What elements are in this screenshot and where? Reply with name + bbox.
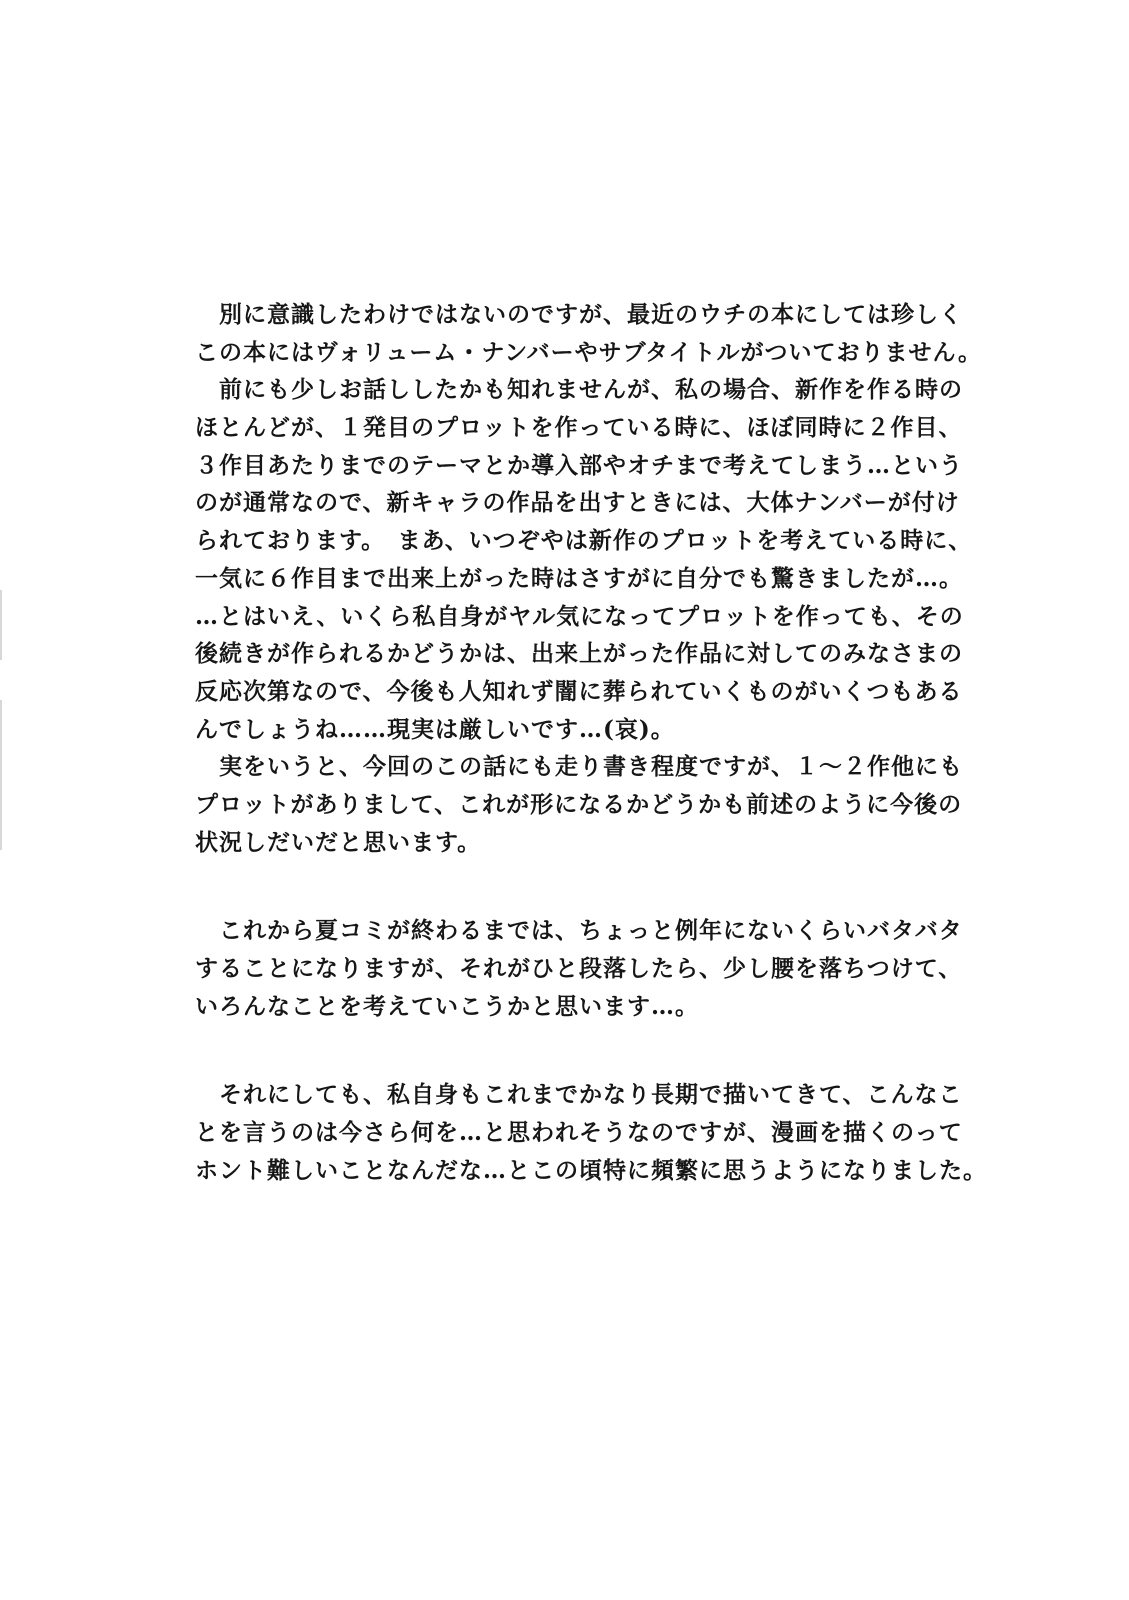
text-line: それにしても、私自身もこれまでかなり長期で描いてきて、こんなこ — [195, 1081, 963, 1109]
text-line: のが通常なので、新キャラの作品を出すときには、大体ナンバーが付け — [195, 489, 960, 517]
text-line: んでしょうね……現実は厳しいです…(哀)。 — [195, 715, 675, 743]
text-line: …とはいえ、いくら私自身がヤル気になってプロットを作っても、その — [195, 602, 964, 630]
text-line: 後続きが作られるかどうかは、出来上がった作品に対してのみなさまの — [195, 640, 963, 668]
text-line: 状況しだいだと思います。 — [195, 828, 482, 856]
scan-edge-mark — [0, 590, 2, 660]
text-line: 反応次第なので、今後も人知れず闇に葬られていくものがいくつもある — [195, 677, 963, 705]
text-line: 一気に６作目まで出来上がった時はさすがに自分でも驚きましたが…。 — [195, 564, 963, 592]
text-line: プロットがありまして、これが形になるかどうかも前述のように今後の — [195, 790, 963, 818]
text-line: これから夏コミが終わるまでは、ちょっと例年にないくらいバタバタ — [195, 917, 963, 945]
scan-edge-mark — [0, 700, 2, 850]
text-line: とを言うのは今さら何を…と思われそうなのですが、漫画を描くのって — [195, 1119, 963, 1147]
text-line: することになりますが、それがひと段落したら、少し腰を落ちつけて、 — [195, 955, 963, 982]
text-line: ホント難しいことなんだな…とこの頃特に頻繁に思うようになりました。 — [195, 1156, 987, 1184]
text-line: いろんなことを考えていこうかと思います…。 — [195, 992, 699, 1020]
text-line: この本にはヴォリューム・ナンバーやサブタイトルがついておりません。 — [195, 338, 982, 366]
text-line: 前にも少しお話ししたかも知れませんが、私の場合、新作を作る時の — [195, 376, 963, 404]
paragraph-gap — [195, 861, 955, 912]
paragraph-gap — [195, 1025, 955, 1076]
text-line: られております。 まあ、いつぞやは新作のプロットを考えている時に、 — [195, 527, 973, 555]
text-line: ３作目あたりまでのテーマとか導入部やオチまで考えてしまう…という — [195, 451, 963, 479]
text-line: ほとんどが、１発目のプロットを作っている時に、ほぼ同時に２作目、 — [195, 414, 963, 442]
text-line: 別に意識したわけではないのですが、最近のウチの本にしては珍しく — [195, 301, 963, 328]
text-line: 実をいうと、今回のこの話にも走り書き程度ですが、１～２作他にも — [195, 753, 963, 781]
afterword-text — [195, 296, 987, 1189]
